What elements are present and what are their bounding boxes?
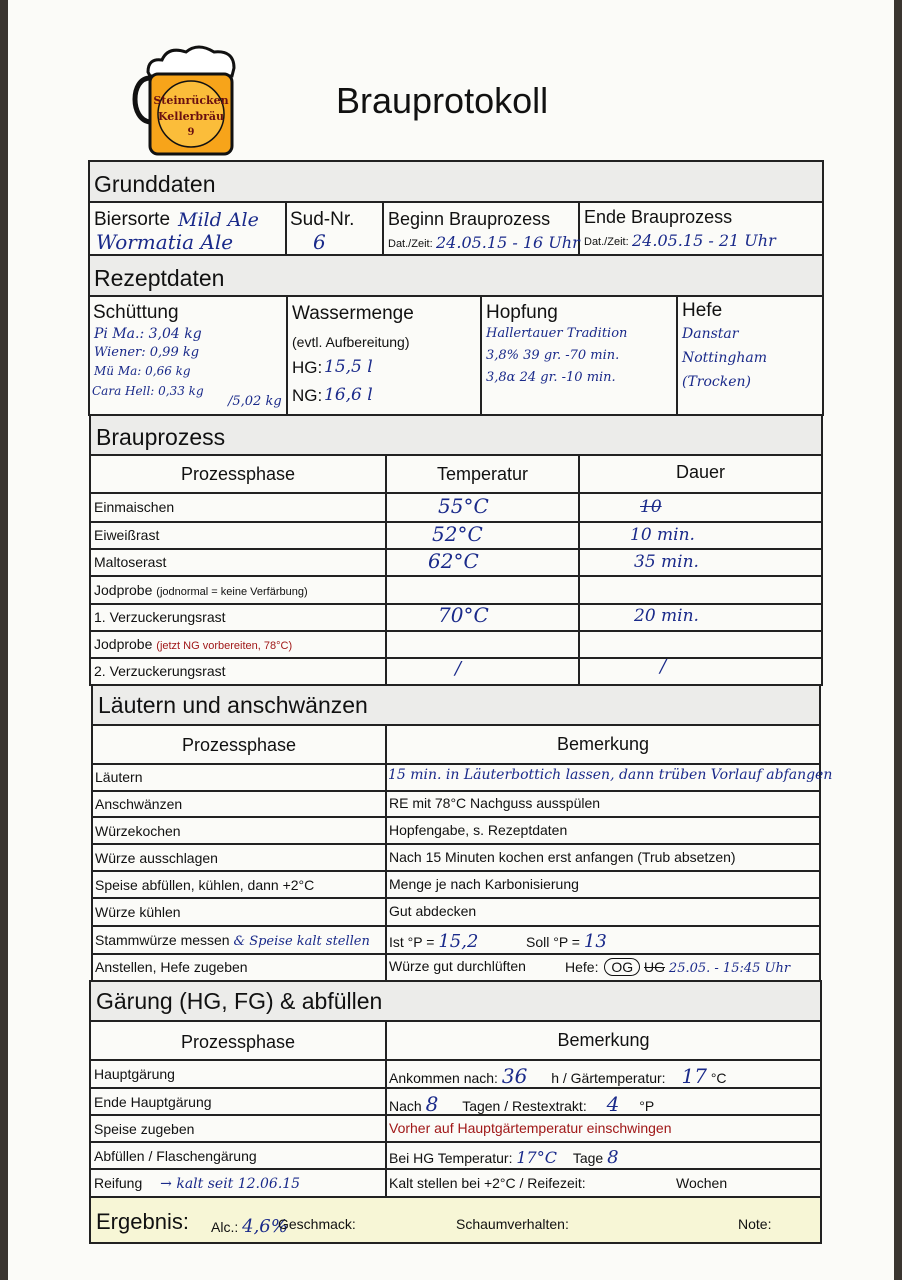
brau-col-temp: Temperatur <box>436 464 529 484</box>
brau-row-3-phase: Maltoserast <box>94 554 167 570</box>
brau-row-4-note: (jodnormal = keine Verfärbung) <box>156 586 308 598</box>
ankommen-value: 36 <box>501 1064 528 1088</box>
logo-line-1: Steinrücken <box>153 94 229 107</box>
reifung-label: Reifung <box>94 1175 143 1191</box>
geschmack-label: Geschmack: <box>278 1216 356 1232</box>
laeutern-row-2-phase: Anschwänzen <box>95 796 183 812</box>
logo-line-2: Kellerbräu <box>157 110 225 123</box>
beer-mug-logo <box>128 42 250 160</box>
abfuellen-phase: Abfüllen / Flaschengärung <box>94 1148 257 1164</box>
restextrakt-label: Tagen / Restextrakt: <box>462 1098 587 1114</box>
schuettung-item-4: Cara Hell: 0,33 kg <box>92 384 204 398</box>
rezeptdaten-heading: Rezeptdaten <box>94 265 225 291</box>
brau-row-5-dauer: 20 min. <box>634 606 699 626</box>
hauptgaerung-phase: Hauptgärung <box>94 1066 175 1082</box>
laeutern-row-7-phase-label: Stammwürze messen <box>95 932 230 948</box>
ende-label: Ende Brauprozess <box>584 207 733 227</box>
hefe-og-ug-label: Hefe: <box>565 959 599 975</box>
brau-row-6-note: (jetzt NG vorbereiten, 78°C) <box>156 640 293 652</box>
biersorte-value-2: Wormatia Ale <box>96 230 234 254</box>
brau-row-7-temp: / <box>455 658 462 679</box>
hefe-time: 25.05. - 15:45 Uhr <box>668 961 791 976</box>
ende-value: 24.05.15 - 21 Uhr <box>632 231 776 250</box>
gaertemp-value: 17 <box>681 1064 707 1088</box>
tage-label: Tage <box>572 1150 604 1166</box>
laeutern-row-7-phase <box>95 932 370 949</box>
gaerung-heading: Gärung (HG, FG) & abfüllen <box>96 988 383 1014</box>
wasser-sub: (evtl. Aufbereitung) <box>292 334 410 350</box>
laeutern-row-7-bem <box>389 931 478 952</box>
brau-col-dauer: Dauer <box>675 462 726 482</box>
hefe-item-1: Danstar <box>682 326 739 342</box>
schuettung-item-1: Pi Ma.: 3,04 kg <box>94 326 202 342</box>
schuettung-total: /5,02 kg <box>228 394 282 409</box>
laeutern-col-bem: Bemerkung <box>556 734 650 754</box>
hg-label: HG: <box>292 358 323 377</box>
nach-label: Nach <box>389 1098 422 1114</box>
logo-line-3: 9 <box>187 127 195 138</box>
hg-value: 15,5 l <box>324 357 373 377</box>
gaertemp-label: h / Gärtemperatur: <box>551 1070 666 1086</box>
soll-value: 13 <box>583 931 607 952</box>
brau-row-6-phase-label: Jodprobe <box>94 636 153 652</box>
brau-row-7-phase: 2. Verzuckerungsrast <box>94 663 226 679</box>
schaum-label: Schaumverhalten: <box>456 1216 569 1232</box>
ende-hauptgaerung-phase: Ende Hauptgärung <box>94 1094 212 1110</box>
laeutern-row-8-phase: Anstellen, Hefe zugeben <box>95 959 248 975</box>
restextrakt-unit: °P <box>639 1098 655 1114</box>
sud-label: Sud-Nr. <box>290 209 355 230</box>
hefe-label: Hefe <box>682 300 723 321</box>
biersorte-label: Biersorte <box>94 209 171 230</box>
grunddaten-heading: Grunddaten <box>94 171 216 197</box>
biersorte-value-1: Mild Ale <box>178 209 259 231</box>
laeutern-row-5-bem: Menge je nach Karbonisierung <box>389 876 579 892</box>
gaerung-col-phase: Prozessphase <box>180 1032 296 1052</box>
ng-label: NG: <box>292 386 323 405</box>
alc-field <box>211 1216 288 1237</box>
brau-row-1-temp: 55°C <box>438 494 489 518</box>
note-label: Note: <box>738 1216 772 1232</box>
laeutern-row-2-bem: RE mit 78°C Nachguss ausspülen <box>389 795 601 811</box>
laeutern-heading: Läutern und anschwänzen <box>98 692 368 718</box>
reifung-phase <box>94 1175 300 1192</box>
soll-label: Soll °P = <box>526 934 580 950</box>
hopfung-item-2: 3,8% 39 gr. -70 min. <box>486 348 620 363</box>
wasser-label: Wassermenge <box>292 303 414 324</box>
laeutern-row-4-bem: Nach 15 Minuten kochen erst anfangen (Trub absetzen) <box>389 849 736 865</box>
ende-hauptgaerung-bem <box>389 1092 654 1116</box>
gaertemp-unit: °C <box>710 1070 727 1086</box>
ist-label: Ist °P = <box>389 934 435 950</box>
schuettung-item-3: Mü Ma: 0,66 kg <box>94 364 191 378</box>
laeutern-row-1-bem: 15 min. in Läuterbottich lassen, dann trüben Vorlauf abfangen <box>388 767 833 783</box>
brau-row-3-dauer: 35 min. <box>634 552 699 572</box>
hefe-item-2: Nottingham <box>682 350 768 366</box>
brau-row-7-dauer: / <box>660 656 667 677</box>
tage-value: 8 <box>607 1147 619 1168</box>
brau-row-2-temp: 52°C <box>432 522 483 546</box>
gaerung-col-bem: Bemerkung <box>557 1030 650 1050</box>
laeutern-row-5-phase: Speise abfüllen, kühlen, dann +2°C <box>95 877 315 893</box>
nach-value: 8 <box>425 1092 439 1116</box>
alc-label: Alc.: <box>211 1219 239 1235</box>
ergebnis-heading: Ergebnis: <box>96 1209 189 1234</box>
laeutern-row-6-phase: Würze kühlen <box>95 904 181 920</box>
brau-row-6-phase <box>94 636 292 652</box>
laeutern-row-3-bem: Hopfengabe, s. Rezeptdaten <box>389 822 568 838</box>
brau-row-2-phase: Eiweißrast <box>94 527 160 543</box>
hopfung-item-1: Hallertauer Tradition <box>486 326 628 341</box>
brau-row-5-temp: 70°C <box>438 603 489 627</box>
laeutern-row-8-bem: Würze gut durchlüften <box>389 958 526 974</box>
hefe-og-circled: OG <box>604 958 640 976</box>
ng-value: 16,6 l <box>324 385 373 405</box>
hopfung-label: Hopfung <box>486 302 558 323</box>
hopfung-item-3: 3,8α 24 gr. -10 min. <box>486 370 616 385</box>
laeutern-row-6-bem: Gut abdecken <box>389 903 477 919</box>
hefe-og-ug-field <box>565 958 790 976</box>
ankommen-label: Ankommen nach: <box>389 1070 498 1086</box>
abfuellen-bem <box>389 1147 619 1168</box>
brau-row-1-dauer: 10 <box>640 497 662 517</box>
laeutern-row-7-phase-hw: & Speise kalt stellen <box>233 934 370 949</box>
laeutern-row-1-phase: Läutern <box>95 769 143 785</box>
hg-temp-label: Bei HG Temperatur: <box>389 1150 513 1166</box>
hefe-ug: UG <box>644 959 666 975</box>
sud-value: 6 <box>313 230 326 254</box>
laeutern-row-3-phase: Würzekochen <box>95 823 181 839</box>
reifung-bem: Kalt stellen bei +2°C / Reifezeit: <box>389 1175 586 1191</box>
reifung-hw: → kalt seit 12.06.15 <box>160 1176 301 1192</box>
schuettung-label: Schüttung <box>93 302 179 323</box>
page-title: Brauprotokoll <box>336 80 549 121</box>
brau-row-4-phase-label: Jodprobe <box>94 582 153 598</box>
brauprozess-heading: Brauprozess <box>96 424 226 450</box>
hefe-item-3: (Trocken) <box>682 374 752 390</box>
ende-datzeit: Dat./Zeit: <box>584 236 629 248</box>
speise-phase: Speise zugeben <box>94 1121 195 1137</box>
beginn-label: Beginn Brauprozess <box>388 209 551 229</box>
brau-col-phase: Prozessphase <box>180 464 296 484</box>
beginn-datzeit: Dat./Zeit: <box>388 238 433 250</box>
brau-row-1-phase: Einmaischen <box>94 499 175 515</box>
laeutern-row-4-phase: Würze ausschlagen <box>95 850 218 866</box>
brau-row-4-phase <box>94 582 308 598</box>
hauptgaerung-bem <box>389 1064 727 1088</box>
brau-row-5-phase: 1. Verzuckerungsrast <box>94 609 226 625</box>
soll-field <box>526 931 607 952</box>
schuettung-item-2: Wiener: 0,99 kg <box>94 345 200 360</box>
ist-value: 15,2 <box>438 931 479 952</box>
brau-row-2-dauer: 10 min. <box>630 525 695 545</box>
restextrakt-value: 4 <box>606 1092 620 1116</box>
brau-row-3-temp: 62°C <box>428 549 479 573</box>
alc-value: 4,6% <box>242 1216 288 1237</box>
beginn-value: 24.05.15 - 16 Uhr <box>436 233 580 252</box>
reifung-wochen: Wochen <box>676 1175 728 1191</box>
speise-bem: Vorher auf Hauptgärtemperatur einschwingen <box>389 1120 672 1136</box>
laeutern-col-phase: Prozessphase <box>181 735 297 755</box>
hg-temp-value: 17°C <box>516 1148 557 1167</box>
